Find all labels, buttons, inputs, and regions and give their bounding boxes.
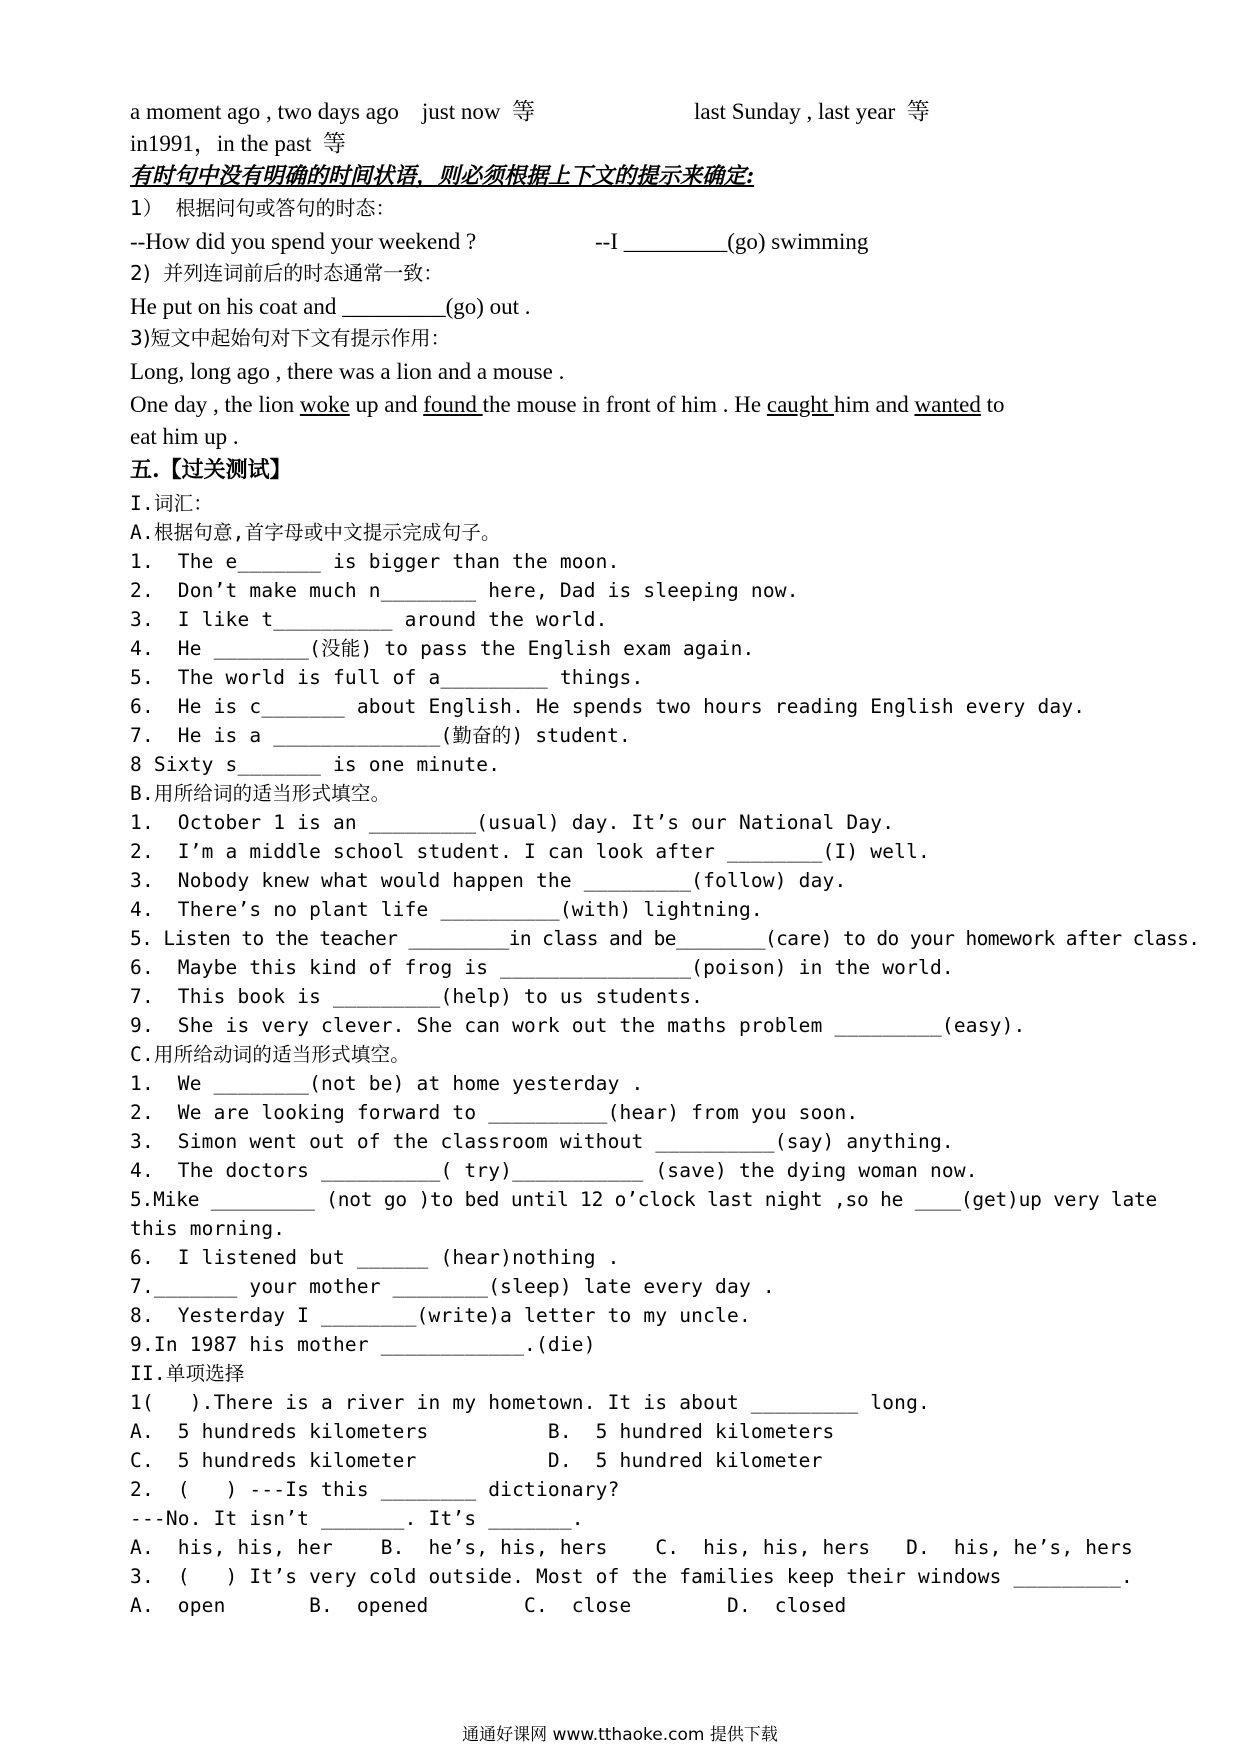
vocab-item: 6. He is c_______ about English. He spends two hours reading English every day. (130, 695, 1086, 718)
vocab-item: 2. Don’t make much n________ here, Dad is sleeping now. (130, 579, 799, 602)
example-text: up and (349, 392, 424, 417)
verb-form-item: 5.Mike _________ (not go )to bed until 12 o’clock last night ,so he ____(get)up very late (130, 1188, 1158, 1211)
word-form-item: 6. Maybe this kind of frog is ________________(poison) in the world. (130, 956, 954, 979)
rule-1-title: 1） 根据问句或答句的时态： (130, 196, 396, 220)
example-text: One day , the lion (130, 392, 300, 417)
part-1-title: I.词汇： (130, 492, 213, 515)
rule-3-example-3: eat him up . (130, 424, 239, 449)
part-c-title: C.用所给动词的适当形式填空。 (130, 1043, 410, 1066)
vocab-item: 3. I like t__________ around the world. (130, 608, 608, 631)
underlined-verb: caught (766, 392, 834, 417)
verb-form-item: 9.In 1987 his mother ____________.(die) (130, 1333, 596, 1356)
verb-form-item: 6. I listened but ______ (hear)nothing . (130, 1246, 620, 1269)
mc-line: C. 5 hundreds kilometer D. 5 hundred kilometer (130, 1449, 823, 1472)
underlined-verb: woke (299, 392, 350, 417)
mc-line: 1( ).There is a river in my hometown. It is about _________ long. (130, 1391, 930, 1414)
time-adverbial-examples-right: last Sunday , last year 等 (694, 99, 930, 124)
underlined-verb: found (423, 392, 483, 417)
word-form-item: 3. Nobody knew what would happen the _________(follow) day. (130, 869, 847, 892)
vocab-item: 5. The world is full of a_________ things. (130, 666, 644, 689)
vocab-item: 1. The e_______ is bigger than the moon. (130, 550, 620, 573)
time-adverbial-examples-left: a moment ago , two days ago just now 等 (130, 99, 536, 124)
mc-line: A. 5 hundreds kilometers B. 5 hundred kilometers (130, 1420, 835, 1443)
mc-line: A. his, his, her B. he’s, his, hers C. his, his, hers D. his, he’s, hers (130, 1536, 1133, 1559)
part-b-title: B.用所给词的适当形式填空。 (130, 782, 391, 805)
rule-2-example: He put on his coat and _________(go) out . (130, 294, 531, 319)
example-text: him and (833, 392, 915, 417)
vocab-item: 8 Sixty s_______ is one minute. (130, 753, 501, 776)
verb-form-item: 1. We ________(not be) at home yesterday . (130, 1072, 644, 1095)
part-2-title: II.单项选择 (130, 1362, 245, 1385)
rule-heading: 有时句中没有明确的时间状语，则必须根据上下文的提示来确定: (130, 163, 755, 189)
rule-1-example-question: --How did you spend your weekend ? (130, 229, 477, 254)
mc-line: ---No. It isn’t _______. It’s _______. (130, 1507, 584, 1530)
verb-form-item: 3. Simon went out of the classroom without __________(say) anything. (130, 1130, 954, 1153)
verb-form-item: 8. Yesterday I ________(write)a letter to my uncle. (130, 1304, 751, 1327)
word-form-item: 1. October 1 is an _________(usual) day. It’s our National Day. (130, 811, 895, 834)
vocab-item: 4. He ________(没能) to pass the English exam again. (130, 637, 755, 660)
word-form-item: 9. She is very clever. She can work out the maths problem _________(easy). (130, 1014, 1026, 1037)
rule-3-example-1: Long, long ago , there was a lion and a mouse . (130, 359, 565, 384)
word-form-item: 4. There’s no plant life __________(with) lightning. (130, 898, 763, 921)
example-text: the mouse in front of him . He (482, 392, 767, 417)
verb-form-item: 4. The doctors __________( try)___________ (save) the dying woman now. (130, 1159, 978, 1182)
verb-form-item: 2. We are looking forward to __________(hear) from you soon. (130, 1101, 859, 1124)
section-title: 五.【过关测试】 (130, 457, 292, 483)
mc-line: 3. ( ) It’s very cold outside. Most of the families keep their windows _________. (130, 1565, 1133, 1588)
verb-form-item: 7._______ your mother ________(sleep) late every day . (130, 1275, 775, 1298)
part-a-title: A.根据句意,首字母或中文提示完成句子。 (130, 521, 501, 544)
word-form-item: 7. This book is _________(help) to us students. (130, 985, 704, 1008)
mc-line: 2. ( ) ---Is this ________ dictionary? (130, 1478, 620, 1501)
time-adverbial-examples-2: in1991，in the past 等 (130, 131, 346, 156)
word-form-item: 5. Listen to the teacher _________in class and be________(care) to do your homework after class. (130, 927, 1200, 950)
vocab-item: 7. He is a ______________(勤奋的) student. (130, 724, 631, 747)
rule-2-title: 2) 并列连词前后的时态通常一致： (130, 261, 444, 285)
example-text: to (980, 392, 1005, 417)
word-form-item: 2. I’m a middle school student. I can look after ________(I) well. (130, 840, 930, 863)
mc-line: A. open B. opened C. close D. closed (130, 1594, 847, 1617)
rule-3-example-2 (130, 393, 1005, 416)
page-footer: 通通好课网 www.tthaoke.com 提供下载 (462, 1725, 778, 1745)
rule-1-example-answer: --I _________(go) swimming (595, 229, 869, 254)
rule-3-title: 3)短文中起始句对下文有提示作用： (130, 326, 451, 350)
underlined-verb: wanted (914, 392, 981, 417)
verb-form-item: this morning. (130, 1217, 286, 1240)
